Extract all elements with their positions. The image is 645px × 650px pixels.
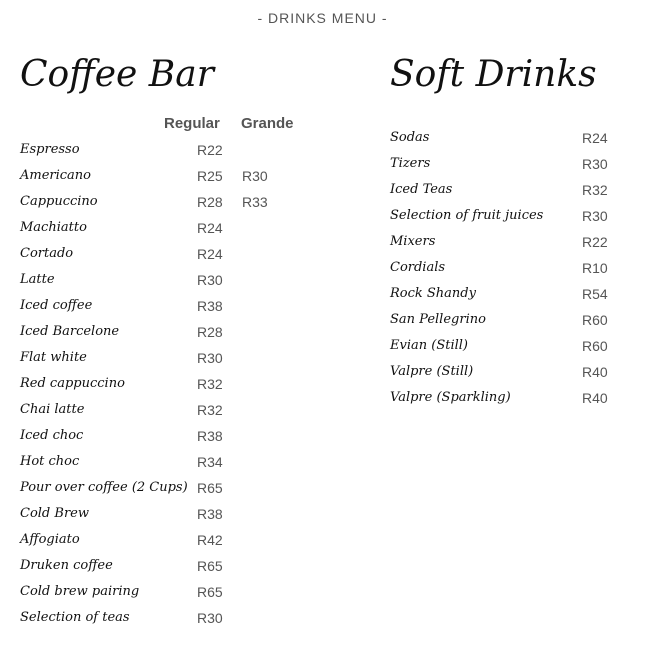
- coffee-menu-item: [20, 608, 310, 634]
- coffee-item-name: Cortado: [20, 246, 74, 261]
- coffee-item-regular-price: R30: [197, 610, 223, 626]
- soft-drink-name: Tizers: [390, 156, 431, 171]
- soft-drink-name: Evian (Still): [390, 338, 468, 353]
- coffee-item-name: Machiatto: [20, 220, 87, 235]
- coffee-item-regular-price: R24: [197, 220, 223, 236]
- grande-column-header: Grande: [241, 115, 294, 132]
- regular-column-header: Regular: [164, 115, 220, 132]
- soft-drinks-list: [390, 128, 620, 414]
- soft-drink-item: [390, 336, 620, 362]
- soft-drink-item: [390, 180, 620, 206]
- coffee-item-regular-price: R25: [197, 168, 223, 184]
- coffee-item-name: Flat white: [20, 350, 87, 365]
- menu-header: - DRINKS MENU -: [257, 10, 388, 26]
- coffee-item-name: Americano: [20, 168, 92, 183]
- soft-drink-name: San Pellegrino: [390, 312, 486, 327]
- soft-drink-price: R32: [582, 182, 608, 198]
- coffee-item-regular-price: R65: [197, 480, 223, 496]
- coffee-menu-item: [20, 400, 310, 426]
- soft-drink-name: Mixers: [390, 234, 436, 249]
- soft-drinks-title: Soft Drinks: [390, 54, 597, 95]
- coffee-menu-item: [20, 374, 310, 400]
- soft-drink-item: [390, 362, 620, 388]
- soft-drink-item: [390, 310, 620, 336]
- coffee-item-name: Espresso: [20, 142, 80, 157]
- coffee-item-name: Red cappuccino: [20, 376, 125, 391]
- coffee-menu-item: [20, 348, 310, 374]
- coffee-item-name: Hot choc: [20, 454, 80, 469]
- coffee-item-name: Latte: [20, 272, 55, 287]
- coffee-menu-item: [20, 140, 310, 166]
- coffee-item-name: Chai latte: [20, 402, 85, 417]
- coffee-item-regular-price: R38: [197, 428, 223, 444]
- coffee-item-grande-price: R33: [242, 194, 268, 210]
- soft-drink-name: Cordials: [390, 260, 446, 275]
- coffee-item-name: Druken coffee: [20, 558, 113, 573]
- soft-drink-name: Sodas: [390, 130, 430, 145]
- coffee-item-regular-price: R28: [197, 194, 223, 210]
- soft-drink-price: R30: [582, 208, 608, 224]
- soft-drink-price: R40: [582, 390, 608, 406]
- coffee-item-grande-price: R30: [242, 168, 268, 184]
- soft-drink-name: Valpre (Still): [390, 364, 474, 379]
- coffee-item-regular-price: R65: [197, 558, 223, 574]
- coffee-item-regular-price: R22: [197, 142, 223, 158]
- soft-drink-price: R60: [582, 312, 608, 328]
- coffee-menu-item: [20, 556, 310, 582]
- coffee-bar-title: Coffee Bar: [20, 54, 214, 95]
- coffee-menu-item: [20, 582, 310, 608]
- soft-drink-item: [390, 128, 620, 154]
- coffee-menu-item: [20, 270, 310, 296]
- coffee-item-regular-price: R65: [197, 584, 223, 600]
- soft-drink-name: Selection of fruit juices: [390, 208, 544, 223]
- coffee-item-regular-price: R32: [197, 402, 223, 418]
- soft-drink-price: R22: [582, 234, 608, 250]
- soft-drink-price: R40: [582, 364, 608, 380]
- soft-drink-name: Valpre (Sparkling): [390, 390, 511, 405]
- coffee-menu-item: [20, 322, 310, 348]
- coffee-item-name: Iced choc: [20, 428, 84, 443]
- coffee-item-name: Cold Brew: [20, 506, 89, 521]
- coffee-menu-item: [20, 192, 310, 218]
- coffee-menu-item: [20, 218, 310, 244]
- soft-drink-item: [390, 258, 620, 284]
- coffee-item-regular-price: R24: [197, 246, 223, 262]
- coffee-menu-item: [20, 166, 310, 192]
- coffee-item-regular-price: R32: [197, 376, 223, 392]
- coffee-menu-item: [20, 426, 310, 452]
- coffee-item-regular-price: R38: [197, 298, 223, 314]
- coffee-menu-item: [20, 452, 310, 478]
- coffee-item-regular-price: R42: [197, 532, 223, 548]
- coffee-menu-item: [20, 530, 310, 556]
- soft-drink-item: [390, 232, 620, 258]
- coffee-item-name: Pour over coffee (2 Cups): [20, 480, 188, 495]
- coffee-item-regular-price: R30: [197, 350, 223, 366]
- coffee-item-regular-price: R30: [197, 272, 223, 288]
- soft-drink-item: [390, 154, 620, 180]
- coffee-item-regular-price: R38: [197, 506, 223, 522]
- coffee-menu-item: [20, 504, 310, 530]
- coffee-item-name: Affogiato: [20, 532, 80, 547]
- soft-drink-price: R54: [582, 286, 608, 302]
- coffee-item-name: Cold brew pairing: [20, 584, 140, 599]
- soft-drink-name: Iced Teas: [390, 182, 453, 197]
- soft-drink-price: R24: [582, 130, 608, 146]
- coffee-item-name: Iced coffee: [20, 298, 93, 313]
- coffee-item-name: Iced Barcelone: [20, 324, 120, 339]
- soft-drink-price: R60: [582, 338, 608, 354]
- soft-drink-item: [390, 206, 620, 232]
- coffee-item-name: Cappuccino: [20, 194, 98, 209]
- coffee-menu-item: [20, 296, 310, 322]
- coffee-item-regular-price: R28: [197, 324, 223, 340]
- coffee-bar-list: [20, 140, 310, 634]
- coffee-item-regular-price: R34: [197, 454, 223, 470]
- soft-drink-price: R10: [582, 260, 608, 276]
- soft-drink-item: [390, 388, 620, 414]
- soft-drink-item: [390, 284, 620, 310]
- soft-drink-price: R30: [582, 156, 608, 172]
- coffee-menu-item: [20, 244, 310, 270]
- coffee-item-name: Selection of teas: [20, 610, 130, 625]
- coffee-menu-item: [20, 478, 310, 504]
- soft-drink-name: Rock Shandy: [390, 286, 476, 301]
